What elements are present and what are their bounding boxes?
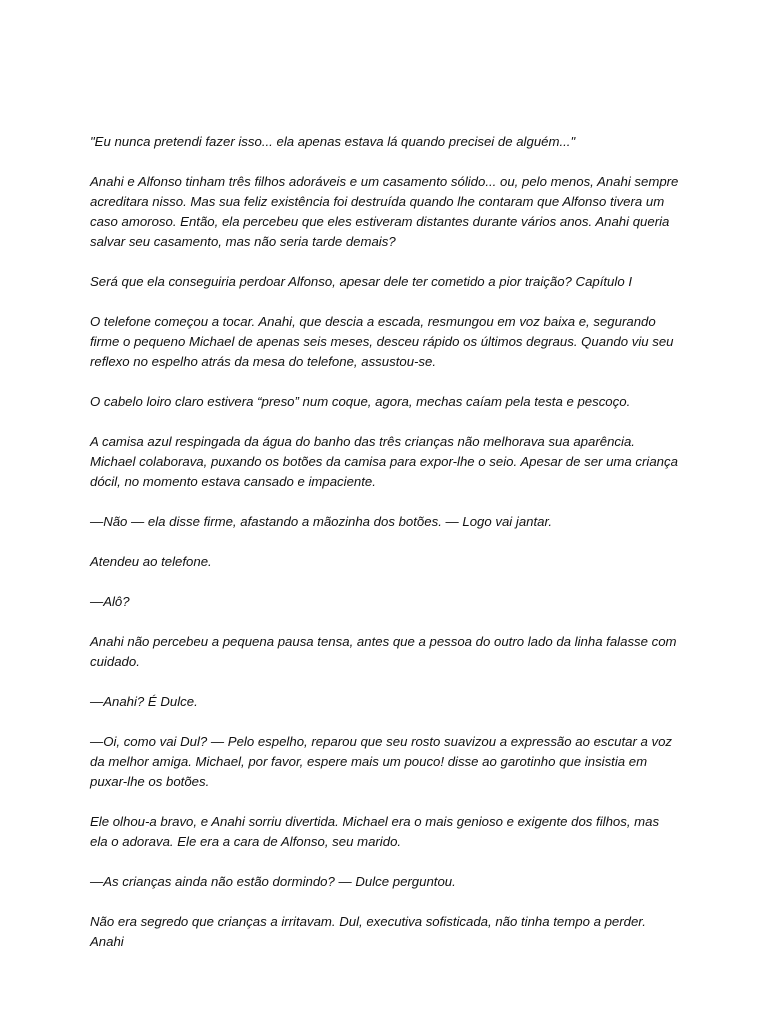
paragraph-shirt: A camisa azul respingada da água do banho das três crianças não melhorava sua aparência. Michael colaborava, puxando os botões da camisa para expor-lhe o seio. Apesar de ser uma criança dócil, no momento estava cansado e impaciente. <box>90 434 678 489</box>
paragraph-hair: O cabelo loiro claro estivera “preso” num coque, agora, mechas caíam pela testa e pescoço. <box>90 394 631 409</box>
paragraph-pause: Anahi não percebeu a pequena pausa tensa, antes que a pessoa do outro lado da linha falasse com cuidado. <box>90 634 677 669</box>
paragraph-dialogue-children: —As crianças ainda não estão dormindo? — Dulce perguntou. <box>90 874 456 889</box>
paragraph-dialogue-hi-dul: —Oi, como vai Dul? — Pelo espelho, reparou que seu rosto suavizou a expressão ao escutar a voz da melhor amiga. Michael, por favor, espere mais um pouco! disse ao garotinho que insistia em puxar-lhe os botões. <box>90 734 673 789</box>
paragraph-answered: Atendeu ao telefone. <box>90 554 212 569</box>
document-page <box>90 132 680 972</box>
paragraph-dialogue-dulce: —Anahi? É Dulce. <box>90 694 198 709</box>
paragraph-synopsis: Anahi e Alfonso tinham três filhos adoráveis e um casamento sólido... ou, pelo menos, Anahi sempre acreditara nisso. Mas sua feliz existência foi destruída quando lhe contaram que Alfonso tivera um caso amoroso. Então, ela percebeu que eles estiveram distantes durante vários anos. Anahi queria salvar seu casamento, mas não seria tarde demais? <box>90 174 679 249</box>
paragraph-no-secret: Não era segredo que crianças a irritavam. Dul, executiva sofisticada, não tinha tempo a perder. Anahi <box>90 914 646 949</box>
paragraph-epigraph: "Eu nunca pretendi fazer isso... ela apenas estava lá quando precisei de alguém..." <box>90 134 576 149</box>
paragraph-phone-rings: O telefone começou a tocar. Anahi, que descia a escada, resmungou em voz baixa e, segurando firme o pequeno Michael de apenas seis meses, desceu rápido os últimos degraus. Quando viu seu reflexo no espelho atrás da mesa do telefone, assustou-se. <box>90 314 674 369</box>
paragraph-dialogue-hello: —Alô? <box>90 594 130 609</box>
paragraph-question-chapter: Será que ela conseguiria perdoar Alfonso, apesar dele ter cometido a pior traição? Capítulo I <box>90 274 632 289</box>
paragraph-michael: Ele olhou-a bravo, e Anahi sorriu divertida. Michael era o mais genioso e exigente dos filhos, mas ela o adorava. Ele era a cara de Alfonso, seu marido. <box>90 814 660 849</box>
paragraph-dialogue-no: —Não — ela disse firme, afastando a mãozinha dos botões. — Logo vai jantar. <box>90 514 553 529</box>
